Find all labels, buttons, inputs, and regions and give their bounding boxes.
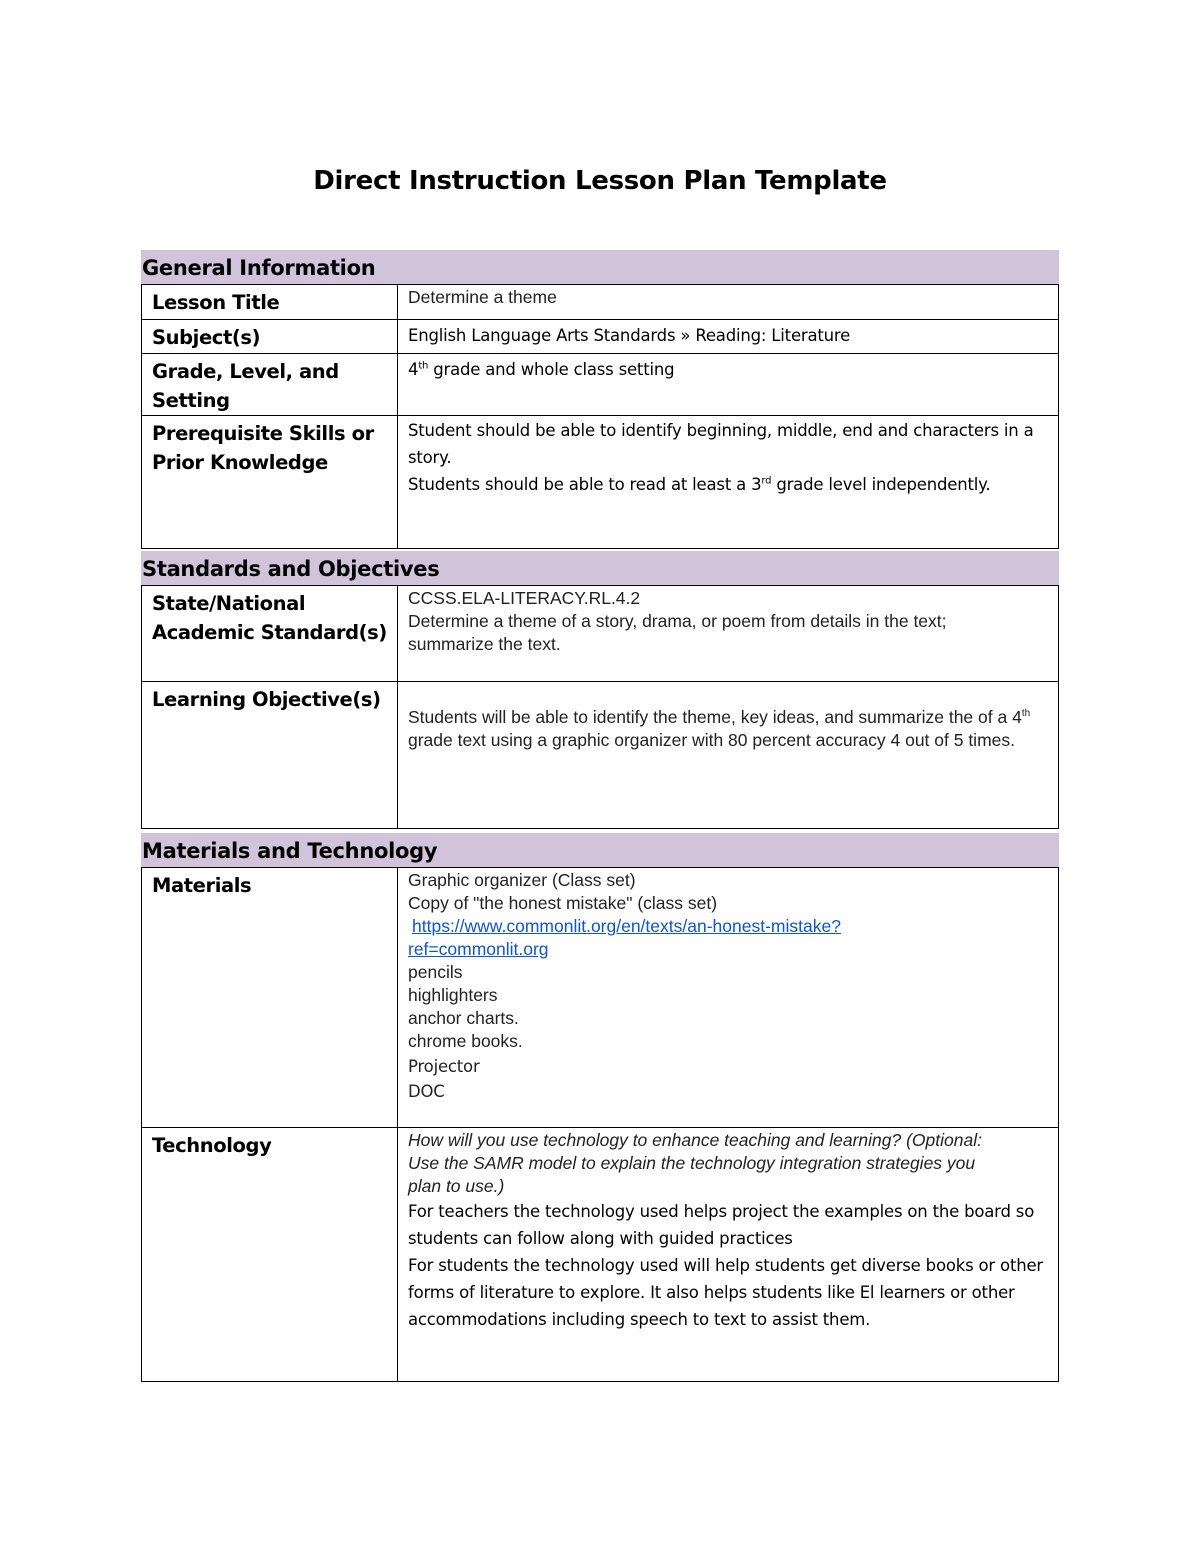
material-item: pencils (408, 962, 463, 982)
materials-value (398, 868, 1059, 1128)
grade-number: 4 (408, 360, 419, 379)
technology-value (398, 1128, 1059, 1382)
general-information-heading: General Information (141, 250, 1059, 284)
general-information-section (141, 250, 1059, 549)
materials-technology-heading: Materials and Technology (141, 833, 1059, 867)
material-item: highlighters (408, 985, 498, 1005)
material-link-line-1[interactable] (408, 915, 1058, 938)
prerequisite-value (398, 416, 1059, 549)
technology-label: Technology (142, 1128, 398, 1382)
prerequisite-line-2-rest: grade level independently. (771, 475, 991, 494)
standard-value (398, 586, 1059, 682)
standards-objectives-section (141, 551, 1059, 829)
grade-value (398, 354, 1059, 416)
subjects-label: Subject(s) (142, 320, 398, 354)
materials-row (142, 868, 1059, 1128)
material-item: Graphic organizer (Class set) (408, 870, 636, 890)
technology-students: For students the technology used will help students get diverse books or other forms of literature to explore. It also helps students like El learners or other accommodations including speech to text to assist them. (408, 1256, 1044, 1329)
general-information-table (141, 284, 1059, 549)
prerequisite-line-2 (408, 471, 1050, 498)
standards-objectives-heading: Standards and Objectives (141, 551, 1059, 585)
materials-technology-section (141, 833, 1059, 1382)
commonlit-link[interactable]: https://www.commonlit.org/en/texts/an-honest-mistake? (412, 916, 841, 936)
technology-prompt: How will you use technology to enhance teaching and learning? (Optional: Use the SAMR model to explain the technology integration strategies you plan to use.) (408, 1130, 982, 1196)
technology-teachers: For teachers the technology used helps project the examples on the board so students can follow along with guided practices (408, 1202, 1035, 1248)
prerequisite-line-2-text: Students should be able to read at least a 3 (408, 475, 762, 494)
standard-label: State/National Academic Standard(s) (142, 586, 398, 682)
material-item: anchor charts. (408, 1008, 519, 1028)
standard-text: Determine a theme of a story, drama, or poem from details in the text; summarize the text. (408, 611, 947, 654)
page-title: Direct Instruction Lesson Plan Template (313, 166, 887, 196)
prerequisite-row (142, 416, 1059, 549)
material-link-line-2[interactable] (408, 938, 1058, 961)
standard-row (142, 586, 1059, 682)
technology-row (142, 1128, 1059, 1382)
material-item: chrome books. (408, 1031, 523, 1051)
materials-technology-table (141, 867, 1059, 1382)
subjects-value: English Language Arts Standards » Reading: Literature (398, 320, 1059, 354)
prerequisite-label: Prerequisite Skills or Prior Knowledge (142, 416, 398, 549)
objective-value (398, 682, 1059, 829)
prerequisite-line-2-suffix: rd (761, 475, 772, 487)
lesson-title-label: Lesson Title (142, 285, 398, 320)
grade-row (142, 354, 1059, 416)
objective-suffix: th (1021, 708, 1031, 720)
objective-row (142, 682, 1059, 829)
subjects-row (142, 320, 1059, 354)
standards-objectives-table (141, 585, 1059, 829)
commonlit-link-continued[interactable]: ref=commonlit.org (408, 939, 549, 959)
material-item: Copy of "the honest mistake" (class set) (408, 893, 718, 913)
prerequisite-line-1: Student should be able to identify beginning, middle, end and characters in a story. (408, 421, 1034, 467)
objective-label: Learning Objective(s) (142, 682, 398, 829)
objective-text: Students will be able to identify the theme, key ideas, and summarize the of a 4 (408, 707, 1022, 727)
material-item: DOC (408, 1082, 445, 1101)
grade-suffix: th (418, 360, 429, 372)
material-item: Projector (408, 1057, 480, 1076)
standard-code: CCSS.ELA-LITERACY.RL.4.2 (408, 588, 641, 608)
objective-rest: grade text using a graphic organizer with 80 percent accuracy 4 out of 5 times. (408, 730, 1015, 750)
lesson-title-row (142, 285, 1059, 320)
lesson-title-value: Determine a theme (398, 285, 1059, 320)
grade-label: Grade, Level, and Setting (142, 354, 398, 416)
grade-rest: grade and whole class setting (428, 360, 675, 379)
materials-label: Materials (142, 868, 398, 1128)
